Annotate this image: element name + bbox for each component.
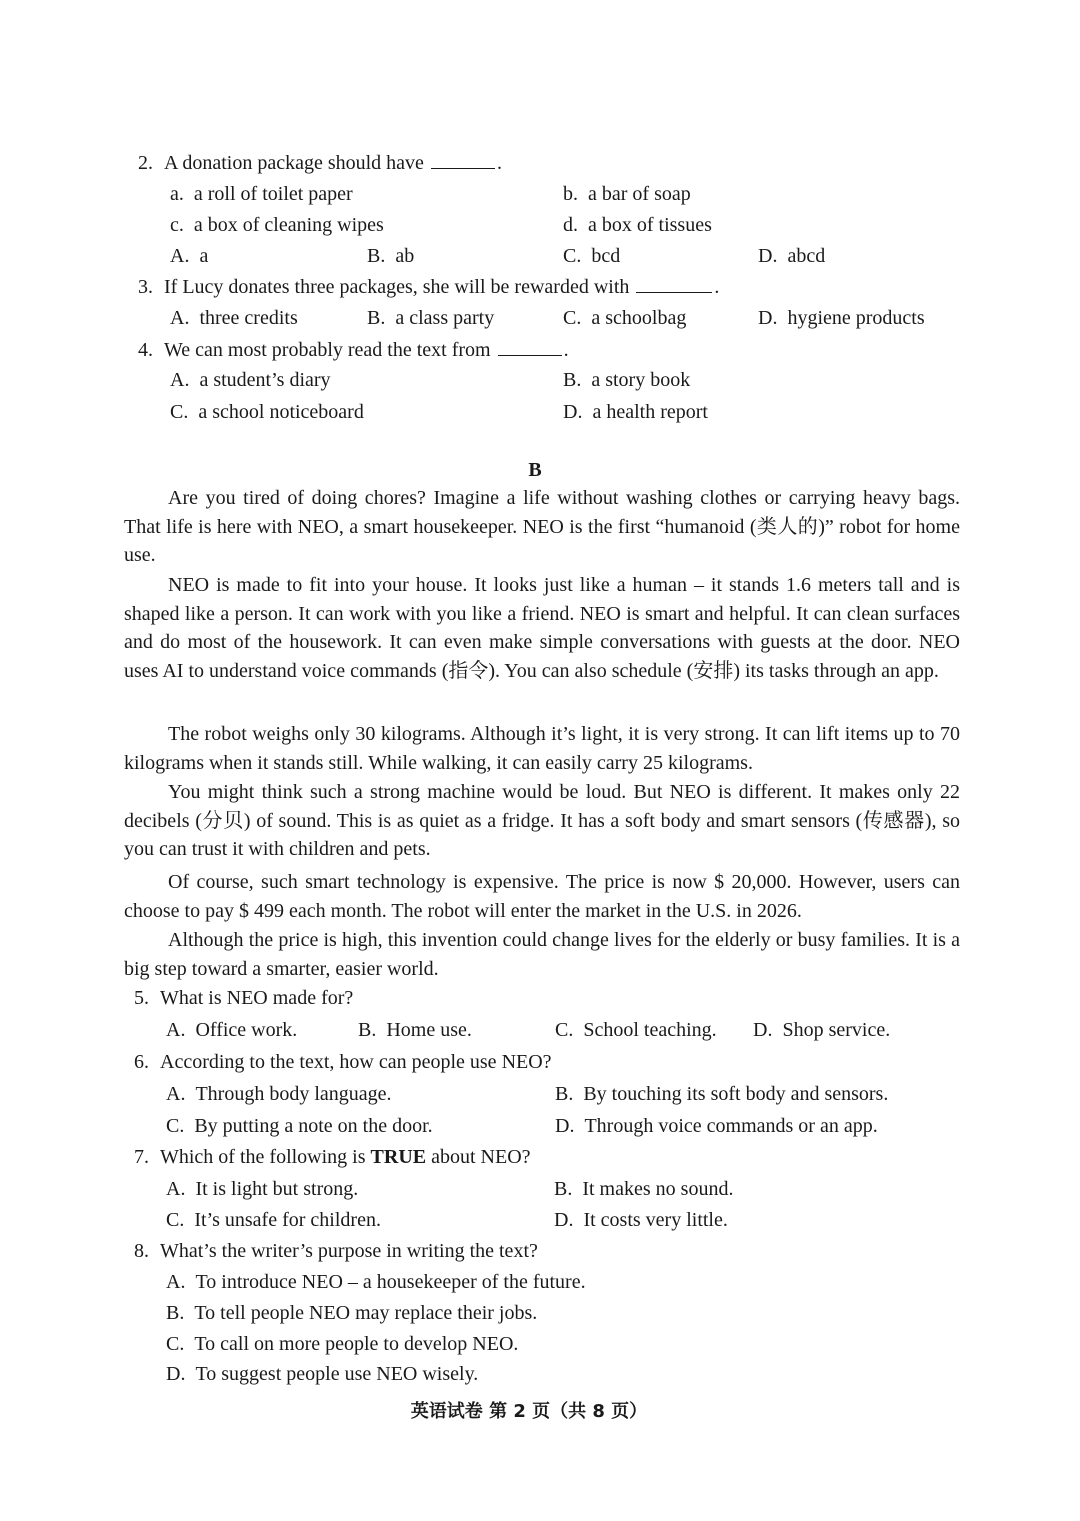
question-stem: What is NEO made for? [160,987,354,1009]
option-d: D. To suggest people use NEO wisely. [166,1363,479,1385]
option-c: C. a school noticeboard [170,401,364,423]
question-4-stem: 4. We can most probably read the text from . [138,339,569,361]
option-d: D. hygiene products [758,307,925,329]
question-2-stem: 2. A donation package should have . [138,152,502,174]
option-d: D. Through voice commands or an app. [555,1115,878,1137]
question-number: 8. [134,1240,149,1262]
option-b: B. a story book [563,369,691,391]
option-d: D. abcd [758,245,826,267]
option-b: B. To tell people NEO may replace their jobs. [166,1302,538,1324]
question-number: 7. [134,1146,149,1168]
item-d: d. a box of tissues [563,214,712,236]
page-footer: 英语试卷 第 2 页（共 8 页） [410,1401,648,1422]
option-c: C. By putting a note on the door. [166,1115,433,1137]
option-a: A. three credits [170,307,298,329]
option-c: C. School teaching. [555,1019,717,1041]
question-3-stem: 3. If Lucy donates three packages, she will be rewarded with . [138,276,720,298]
section-b-title: B [528,459,542,481]
question-number: 4. [138,339,153,361]
question-number: 5. [134,987,149,1009]
question-number: 3. [138,276,153,298]
option-b: B. By touching its soft body and sensors. [555,1083,889,1105]
passage-paragraph-6: Although the price is high, this invention could change lives for the elderly or busy families. It is a big step toward a smarter, easier world. [124,929,960,980]
item-a: a. a roll of toilet paper [170,183,353,205]
question-stem: Which of the following is [160,1146,366,1168]
option-a: A. To introduce NEO – a housekeeper of the future. [166,1271,586,1293]
question-number: 6. [134,1051,149,1073]
question-number: 2. [138,152,153,174]
question-stem: According to the text, how can people use NEO? [160,1051,552,1073]
item-c: c. a box of cleaning wipes [170,214,384,236]
item-b: b. a bar of soap [563,183,691,205]
question-stem: We can most probably read the text from [164,339,491,361]
passage-paragraph-5: Of course, such smart technology is expensive. The price is now $ 20,000. However, users can choose to pay $ 499 each month. The robot will enter the market in the U.S. in 2026. [124,871,960,922]
question-7-stem: 7. Which of the following is TRUE about NEO? [134,1146,531,1168]
option-a: A. a student’s diary [170,369,331,391]
option-b: B. ab [367,245,415,267]
passage-paragraph-3: The robot weighs only 30 kilograms. Although it’s light, it is very strong. It can lift items up to 70 kilograms when it stands still. While walking, it can easily carry 25 kilograms. [124,723,960,774]
option-c: C. bcd [563,245,621,267]
question-6-stem [134,1050,552,1074]
passage-paragraph-2: NEO is made to fit into your house. It looks just like a human – it stands 1.6 meters tall and is shaped like a person. It can work with you like a friend. NEO is smart and helpful. It can clean surfaces and do most of the housework. It can even make simple conversations with guests at the door. NEO uses AI to understand voice commands (指令). You can also schedule (安排) its tasks through an app. [124,574,960,682]
option-b: B. Home use. [358,1019,472,1041]
emphasis-word: TRUE [370,1146,427,1168]
answer-blank [431,152,495,169]
option-b: B. It makes no sound. [554,1178,734,1200]
question-stem: A donation package should have [164,152,424,174]
question-5-stem [134,986,353,1010]
passage-paragraph-1: Are you tired of doing chores? Imagine a life without washing clothes or carrying heavy bags. That life is here with NEO, a smart housekeeper. NEO is the first “humanoid (类人的)” robot for home use. [124,487,960,566]
question-stem: If Lucy donates three packages, she will be rewarded with [164,276,630,298]
answer-blank [498,339,562,356]
option-d: D. It costs very little. [554,1209,728,1231]
option-c: C. To call on more people to develop NEO. [166,1333,519,1355]
option-a: A. a [170,245,209,267]
question-8-stem [134,1239,538,1263]
passage-paragraph-4: You might think such a strong machine would be loud. But NEO is different. It makes only 22 decibels (分贝) of sound. This is as quiet as a fridge. It has a soft body and smart sensors (传感器), so you can trust it with children and pets. [124,781,960,860]
option-b: B. a class party [367,307,495,329]
question-stem: What’s the writer’s purpose in writing the text? [160,1240,538,1262]
option-a: A. Office work. [166,1019,298,1041]
option-c: C. a schoolbag [563,307,687,329]
answer-blank [636,276,712,293]
option-c: C. It’s unsafe for children. [166,1209,381,1231]
option-a: A. Through body language. [166,1083,392,1105]
option-d: D. a health report [563,401,708,423]
option-a: A. It is light but strong. [166,1178,359,1200]
option-d: D. Shop service. [753,1019,891,1041]
